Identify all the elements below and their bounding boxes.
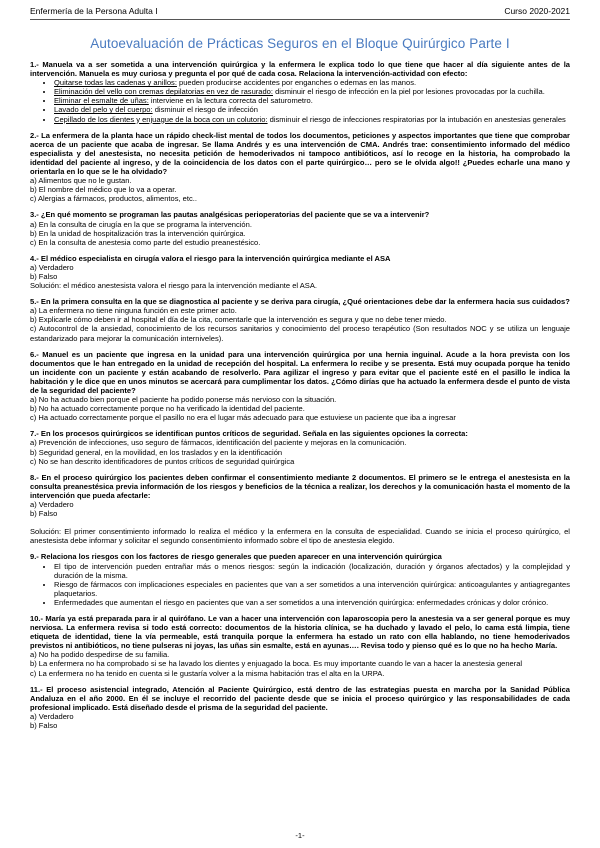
answer-option: c) No se han descrito identificadores de puntos críticos de seguridad quirúrgica (30, 456, 295, 466)
answer-option: b) Seguridad general, en la movilidad, en los traslados y en la identificación (30, 447, 283, 457)
question-text: 4.- El médico especialista en cirugía valora el riesgo para la intervención quirúrgica mediante el ASA (30, 253, 391, 263)
answer-option: b) El nombre del médico que lo va a operar. (30, 185, 177, 195)
question-text: 1.- Manuela va a ser sometida a una intervención quirúrgica y la enfermera le explica todo lo que tiene que hacer al día siguiente antes de la intervención. Manuela es muy curiosa y pregunta el por qué de cada cosa. Relaciona la intervención-actividad con efecto: (30, 60, 570, 79)
question-text: 8.- En el proceso quirúrgico los pacientes deben confirmar el consentimiento mediante 2 documentos. El primero se le entrega el anestesista en la consulta preanestésica previa información de los riesgos y beneficios de la técnica a realizar, los derechos y la comunicación hasta el momento de la intervención que pueda afectarle: (30, 472, 570, 500)
answer-option: c) Alergias a fármacos, productos, alimentos, etc.. (30, 194, 197, 204)
page-header (30, 6, 570, 20)
answer-option: b) Falso (30, 509, 58, 519)
answer-option: a) Verdadero (30, 711, 74, 721)
question-text: 9.- Relaciona los riesgos con los factores de riesgo generales que pueden aparecer en una intervención quirúrgica (30, 552, 442, 562)
document-body (30, 60, 570, 737)
list-item: • Enfermedades que aumentan el riesgo en pacientes que van a ser sometidos a una intervención quirúrgica: enfermedades crónicas y dolor crónico. (54, 598, 570, 607)
page-title: Autoevaluación de Prácticas Seguros en el Bloque Quirúrgico Parte I (90, 36, 510, 51)
list-item: • El tipo de intervención pueden entrañar más o menos riesgos: según la indicación (localización, duración y órganos afectados) y la complejidad y duración de la misma. (54, 562, 570, 580)
page-number: -1- (295, 831, 305, 840)
answer-option: b) La enfermera no ha comprobado si se ha lavado los dientes y enjuagado la boca. Es muy importante cuando le van a hacer la anestesia general (30, 659, 523, 669)
list-item: • Eliminar el esmalte de uñas: interviene en la lectura correcta del saturometro. (54, 96, 570, 105)
question-10 (30, 614, 570, 678)
answer-option: b) Falso (30, 721, 58, 730)
answer-option: a) Alimentos que no le gustan. (30, 176, 132, 186)
answer-option: b) En la unidad de hospitalización tras la intervención quirúrgica. (30, 228, 246, 238)
list-item: • Quitarse todas las cadenas y anillos: pueden producirse accidentes por enganches o edemas en las manos. (54, 78, 570, 87)
answer-option: a) Prevención de infecciones, uso seguro de fármacos, identificación del paciente y mejoras en la comunicación. (30, 438, 407, 448)
question-text: 6.- Manuel es un paciente que ingresa en la unidad para una intervención quirúrgica por una hernia inguinal. Acude a la hora prevista con los documentos que le han entregado en la unidad de recepción del hospital. La enfermera lo recibe y se presenta. Está muy ocupada porque ha tenido un incidente con un paciente y están acabando de resolverlo. Para agilizar el ingreso y para evitar que el paciente esté en el pasillo le indica la habitación y le dice que en unos minutos se acercará para cumplimentar los datos. ¿Cómo dirías que ha actuado la enfermera desde el punto de vista de la seguridad del paciente? (30, 349, 570, 395)
answer-option: c) En la consulta de anestesia como parte del estudio preanestésico. (30, 237, 261, 247)
question-4 (30, 254, 570, 290)
answer-option: b) No ha actuado correctamente porque no ha verificado la identidad del paciente. (30, 404, 305, 414)
list-item: • Riesgo de fármacos con implicaciones especiales en pacientes que van a ser sometidos a una intervención quirúrgica: anticoagulantes y antiagregantes plaquetarios. (54, 580, 570, 598)
question-7 (30, 429, 570, 465)
header-academic-year: Curso 2020-2021 (504, 6, 570, 16)
question-9 (30, 552, 570, 607)
question-3 (30, 210, 570, 246)
solution-text: Solución: el médico anestesista valora el riesgo para la intervención mediante el ASA. (30, 281, 317, 291)
question-text: 11.- El proceso asistencial integrado, Atención al Paciente Quirúrgico, está dentro de las estrategias puesta en marcha por la Sanidad Pública Andaluza en el año 2000. En él se incluye el recorrido del paciente desde que se inicia el proceso quirúrgico y las responsabilidades de cada profesional implicado. Está diseñado desde el prisma de la seguridad del paciente. (30, 684, 570, 712)
question-11 (30, 685, 570, 730)
question-1 (30, 60, 570, 124)
list-item: • Eliminación del vello con cremas depilatorias en vez de rasurado: disminuir el riesgo de infección en la piel por lesiones provocadas por la cuchilla. (54, 87, 570, 96)
solution-text: Solución: El primer consentimiento informado lo realiza el médico y la enfermera en la consulta de especialidad. Cuando se inicia el proceso quirúrgico, el anestesista debe informar y solicitar el segundo consentimiento informado sobre el tipo de anestesia elegido. (30, 527, 570, 546)
question-2 (30, 131, 570, 204)
question-6 (30, 350, 570, 423)
question-text: 3.- ¿En qué momento se programan las pautas analgésicas perioperatorias del paciente que se va a intervenir? (30, 210, 430, 220)
list-item: • Cepillado de los dientes y enjuague de la boca con un colutorio: disminuir el riesgo de infecciones respiratorias por la intubación en anestesias generales (54, 115, 570, 124)
answer-option: b) Explicarle cómo deben ir al hospital el día de la cita, comentarle que la intervención es segura y que no debe tener miedo. (30, 315, 447, 325)
answer-option: a) Verdadero (30, 262, 74, 272)
answer-option: a) No ha podido despedirse de su familia. (30, 650, 170, 660)
question-text: 7.- En los procesos quirúrgicos se identifican puntos críticos de seguridad. Señala en las siguientes opciones la correcta: (30, 429, 468, 439)
list-item: • Lavado del pelo y del cuerpo: disminuir el riesgo de infección (54, 105, 570, 114)
question-5 (30, 297, 570, 342)
question-text: 10.- María ya está preparada para ir al quirófano. Le van a hacer una intervención con laparoscopia pero la anestesia va a ser general porque es muy nerviosa. La enfermera revisa si todo está correcto: documentos de la historia clínica, se ha duchado y lavado el pelo, lo cama está limpia, tiene etiqueta de identidad, tiene la vía permeable, está tranquila porque la enfermera ha estado un rato con ella hablando, no tiene hemoderivados previstos ni antibióticos, no tiene pulseras ni joyas, las uñas sin esmalte, está en ayunas…. Revisa todo y pienso qué es lo que no ha hecho María. (30, 613, 570, 651)
question-text: 2.- La enfermera de la planta hace un rápido check-list mental de todos los documentos, peticiones y aspectos importantes que tiene que comprobar acerca de un paciente que acaba de ingresar. Se llama Andrés y es una intervención de CMA. Andrés trae: consentimiento informado del médico especialista y del anestesista, no necesita petición de hemoderivados ni tampoco antibióticos, así lo recoge en la historia, ha comprobado la identidad del paciente al ingreso, y de la coincidencia de los datos con el parte quirúrgico… pero se le olvida algo!! ¿Puedes echarle una mano y orientarla en lo que se le ha olvidado? (30, 130, 570, 177)
answer-option: a) Verdadero (30, 500, 74, 510)
answer-option: a) No ha actuado bien porque el paciente ha podido ponerse más nervioso con la situación. (30, 395, 337, 405)
answer-option: c) Ha actuado correctamente porque el pasillo no era el lugar más adecuado para que estuviese un paciente que iba a ingresar (30, 413, 456, 423)
answer-option: a) La enfermera no tiene ninguna función en este primer acto. (30, 306, 237, 316)
header-course-name: Enfermería de la Persona Adulta I (30, 6, 158, 16)
answer-option: c) La enfermera no ha tenido en cuenta si le gustaría volver a la misma habitación tras el alta en la URPA. (30, 668, 385, 678)
answer-option: b) Falso (30, 271, 58, 281)
question-text: 5.- En la primera consulta en la que se diagnostica al paciente y se deriva para cirugía, ¿Qué orientaciones debe dar la enfermera hacia sus cuidados? (30, 297, 570, 307)
question-8 (30, 473, 570, 546)
bullet-list (30, 78, 570, 123)
answer-option: a) En la consulta de cirugía en la que se programa la intervención. (30, 219, 252, 229)
bullet-list (30, 562, 570, 607)
answer-option: c) Autocontrol de la ansiedad, conocimiento de los recursos sanitarios y conocimiento del proceso terapéutico (Son resultados NOC y se utiliza un lenguaje estandarizado para mejorar la comunicación interniveles). (30, 324, 570, 343)
